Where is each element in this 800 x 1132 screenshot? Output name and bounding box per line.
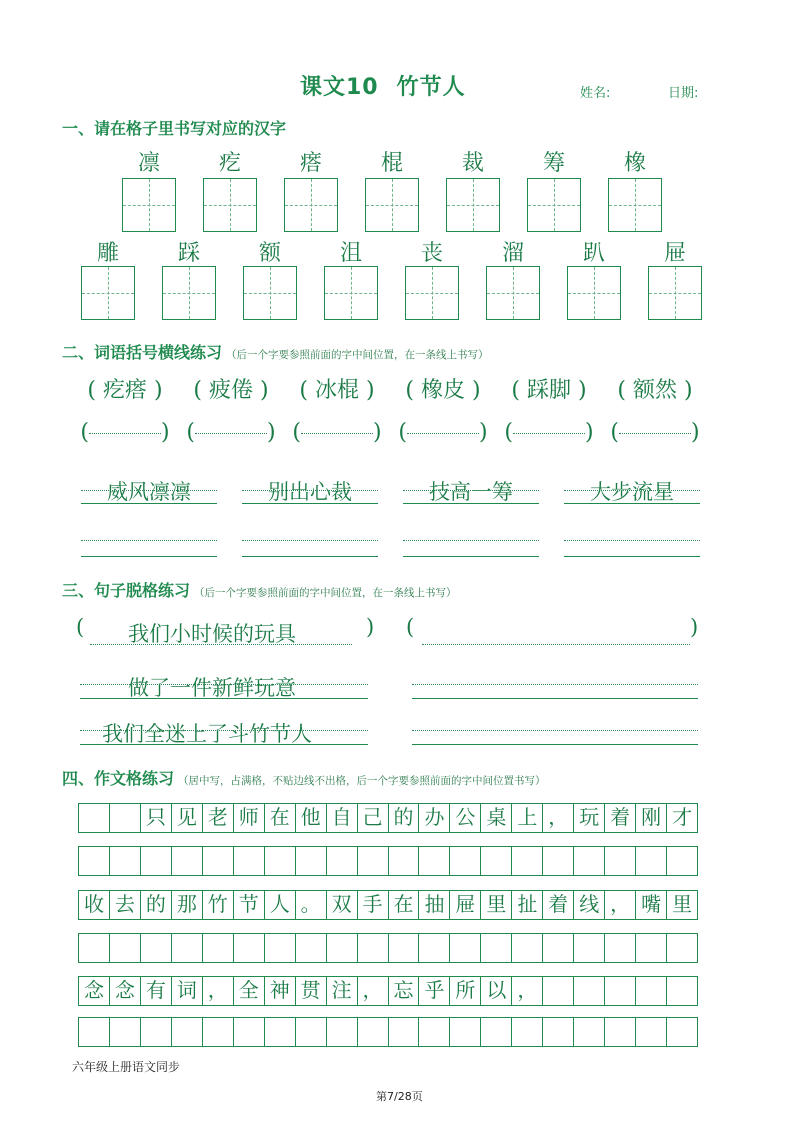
sentence-close-paren-2: ) bbox=[690, 615, 699, 639]
composition-cell[interactable]: ， bbox=[203, 977, 234, 1005]
idiom-guide-line bbox=[403, 503, 539, 504]
bracket-blank[interactable]: ( ) bbox=[504, 420, 594, 445]
composition-cell[interactable]: 公 bbox=[450, 804, 481, 832]
writing-grid-box[interactable] bbox=[365, 178, 419, 232]
section3-heading bbox=[62, 578, 457, 601]
pinyin-char: 趴 bbox=[582, 241, 605, 266]
writing-grid-box[interactable] bbox=[405, 266, 459, 320]
section2-heading bbox=[62, 340, 489, 363]
sentence-1: 我们小时候的玩具 bbox=[128, 622, 296, 646]
pinyin-char: 额 bbox=[258, 241, 281, 266]
writing-grid-box[interactable] bbox=[203, 178, 257, 232]
composition-cell[interactable]: 竹 bbox=[203, 891, 234, 919]
composition-cell[interactable]: 老 bbox=[203, 804, 234, 832]
composition-cell[interactable]: 念 bbox=[110, 977, 141, 1005]
bracket-word-text: 冰棍 bbox=[314, 378, 359, 403]
composition-cell[interactable] bbox=[327, 847, 358, 875]
composition-cell[interactable]: 刚 bbox=[636, 804, 667, 832]
pinyin-char: 雕 bbox=[96, 241, 119, 266]
composition-cell[interactable]: 去 bbox=[110, 891, 141, 919]
idiom-guide-line bbox=[242, 490, 378, 491]
composition-cell[interactable] bbox=[512, 1018, 543, 1046]
composition-cell[interactable]: 所 bbox=[450, 977, 481, 1005]
date-label: 日期: bbox=[668, 86, 699, 101]
composition-cell[interactable]: ， bbox=[512, 977, 543, 1005]
composition-cell[interactable] bbox=[667, 977, 697, 1005]
writing-grid-box[interactable] bbox=[243, 266, 297, 320]
composition-cell[interactable] bbox=[667, 934, 697, 962]
composition-cell[interactable]: 贯 bbox=[296, 977, 327, 1005]
composition-cell[interactable] bbox=[141, 934, 172, 962]
bracket-word-text: 踩脚 bbox=[526, 378, 571, 403]
bracket-word: ( 额然 ) bbox=[617, 378, 693, 403]
composition-cell[interactable] bbox=[358, 934, 389, 962]
composition-cell[interactable] bbox=[636, 977, 667, 1005]
composition-cell[interactable]: 收 bbox=[79, 891, 110, 919]
composition-cell[interactable] bbox=[574, 977, 605, 1005]
idiom-guide-line bbox=[81, 490, 217, 491]
composition-cell[interactable]: ， bbox=[358, 977, 389, 1005]
pinyin-char: 瘩 bbox=[299, 151, 322, 176]
composition-cell[interactable] bbox=[512, 847, 543, 875]
composition-cell[interactable]: 见 bbox=[172, 804, 203, 832]
composition-cell[interactable] bbox=[419, 847, 450, 875]
pinyin-char: 裁 bbox=[461, 151, 484, 176]
bracket-word-text: 橡皮 bbox=[420, 378, 465, 403]
sentence-blank-line bbox=[422, 644, 690, 645]
writing-grid-box[interactable] bbox=[122, 178, 176, 232]
writing-grid-box[interactable] bbox=[648, 266, 702, 320]
composition-cell[interactable]: 词 bbox=[172, 977, 203, 1005]
writing-grid-box[interactable] bbox=[284, 178, 338, 232]
composition-cell[interactable]: 有 bbox=[141, 977, 172, 1005]
composition-cell[interactable]: 那 bbox=[172, 891, 203, 919]
composition-cell[interactable]: 里 bbox=[672, 892, 693, 916]
composition-cell[interactable] bbox=[296, 934, 327, 962]
section3-note: （后一个字要参照前面的字中间位置，在一条线上书写） bbox=[194, 587, 457, 599]
composition-cell[interactable] bbox=[172, 934, 203, 962]
idiom-guide-line bbox=[81, 503, 217, 504]
pinyin-char: 沮 bbox=[339, 241, 362, 266]
idiom-practice-line[interactable] bbox=[403, 540, 539, 541]
composition-cell[interactable]: 忘 bbox=[389, 977, 420, 1005]
pinyin-char: 屉 bbox=[663, 241, 686, 266]
footer-course: 六年级上册语文同步 bbox=[72, 1060, 181, 1074]
bracket-word: ( 疲倦 ) bbox=[193, 378, 269, 403]
writing-grid-box[interactable] bbox=[486, 266, 540, 320]
composition-cell[interactable] bbox=[296, 1018, 327, 1046]
sentence-2-blank-line bbox=[412, 698, 698, 699]
composition-cell[interactable] bbox=[605, 977, 636, 1005]
section2-note: （后一个字要参照前面的字中间位置，在一条线上书写） bbox=[226, 349, 489, 361]
composition-cell[interactable] bbox=[110, 804, 141, 832]
bracket-blank[interactable]: ( ) bbox=[186, 420, 276, 445]
pinyin-char: 丧 bbox=[420, 241, 443, 266]
composition-cell[interactable] bbox=[265, 1018, 296, 1046]
pinyin-char: 疙 bbox=[218, 151, 241, 176]
composition-cell[interactable] bbox=[172, 1018, 203, 1046]
bracket-word-text: 额然 bbox=[632, 378, 677, 403]
composition-cell[interactable]: 他 bbox=[296, 804, 327, 832]
composition-cell[interactable]: 手 bbox=[358, 891, 389, 919]
composition-cell[interactable] bbox=[141, 847, 172, 875]
sentence-3-blank-guide bbox=[412, 730, 698, 731]
pinyin-char: 凛 bbox=[137, 151, 160, 176]
pinyin-char: 橡 bbox=[623, 151, 646, 176]
composition-cell[interactable] bbox=[605, 934, 636, 962]
idiom-practice-line[interactable] bbox=[81, 556, 217, 557]
bracket-row-words bbox=[72, 373, 708, 404]
section1-heading: 一、请在格子里书写对应的汉字 bbox=[62, 119, 287, 138]
idiom-guide-line bbox=[564, 490, 700, 491]
composition-cell[interactable] bbox=[574, 934, 605, 962]
writing-grid-box[interactable] bbox=[608, 178, 662, 232]
composition-cell[interactable] bbox=[543, 977, 574, 1005]
composition-cell[interactable]: 注 bbox=[327, 977, 358, 1005]
section2-title: 二、词语括号横线练习 bbox=[62, 343, 223, 362]
sentence-3-blank-line bbox=[412, 744, 698, 745]
section3-title: 三、句子脱格练习 bbox=[62, 581, 191, 600]
writing-grid-box[interactable] bbox=[527, 178, 581, 232]
bracket-word: ( 疙瘩 ) bbox=[87, 378, 163, 403]
composition-row bbox=[78, 803, 698, 833]
composition-cell[interactable] bbox=[481, 934, 512, 962]
composition-cell[interactable] bbox=[389, 934, 420, 962]
idiom-text: 威风凛凛 bbox=[107, 480, 191, 504]
composition-cell[interactable]: 扯 bbox=[512, 891, 543, 919]
composition-cell[interactable] bbox=[481, 847, 512, 875]
composition-cell[interactable] bbox=[605, 847, 636, 875]
composition-cell[interactable]: 嘴 bbox=[636, 891, 667, 919]
composition-cell[interactable]: 办 bbox=[419, 804, 450, 832]
bracket-word: ( 踩脚 ) bbox=[511, 378, 587, 403]
composition-cell[interactable] bbox=[543, 847, 574, 875]
composition-cell[interactable] bbox=[667, 847, 697, 875]
composition-row bbox=[78, 890, 698, 920]
composition-cell[interactable]: 在 bbox=[389, 891, 420, 919]
writing-grid-box[interactable] bbox=[162, 266, 216, 320]
writing-grid-box[interactable] bbox=[324, 266, 378, 320]
composition-cell[interactable]: 师 bbox=[234, 804, 265, 832]
sentence-3-guide bbox=[80, 730, 368, 731]
composition-cell[interactable] bbox=[234, 1018, 265, 1046]
composition-cell[interactable] bbox=[203, 934, 234, 962]
composition-cell[interactable]: 在 bbox=[265, 804, 296, 832]
idiom-practice-line[interactable] bbox=[81, 540, 217, 541]
composition-cell[interactable] bbox=[543, 934, 574, 962]
composition-cell[interactable]: 线 bbox=[574, 891, 605, 919]
composition-cell[interactable] bbox=[636, 847, 667, 875]
idiom-practice-line[interactable] bbox=[564, 556, 700, 557]
composition-cell[interactable] bbox=[419, 934, 450, 962]
pinyin-char: 踩 bbox=[177, 241, 200, 266]
composition-cell[interactable] bbox=[636, 1018, 667, 1046]
bracket-blank[interactable]: ( ) bbox=[292, 420, 382, 445]
composition-cell[interactable] bbox=[110, 847, 141, 875]
sentence-1-line bbox=[90, 644, 352, 645]
composition-cell[interactable] bbox=[203, 847, 234, 875]
idiom-guide-line bbox=[564, 503, 700, 504]
section4-heading bbox=[62, 766, 546, 789]
composition-cell[interactable] bbox=[481, 1018, 512, 1046]
composition-cell[interactable] bbox=[389, 847, 420, 875]
composition-cell[interactable]: 只 bbox=[141, 804, 172, 832]
idiom-text: 大步流星 bbox=[590, 480, 674, 504]
bracket-blank[interactable]: ( ) bbox=[610, 420, 700, 445]
composition-cell[interactable] bbox=[450, 934, 481, 962]
composition-row bbox=[78, 846, 698, 876]
writing-grid-box[interactable] bbox=[446, 178, 500, 232]
writing-grid-box[interactable] bbox=[567, 266, 621, 320]
sentence-3: 我们全迷上了斗竹节人 bbox=[102, 722, 312, 746]
composition-cell[interactable]: 念 bbox=[79, 977, 110, 1005]
composition-cell[interactable]: 神 bbox=[265, 977, 296, 1005]
composition-cell[interactable]: ， bbox=[543, 804, 574, 832]
composition-cell[interactable] bbox=[172, 847, 203, 875]
composition-cell[interactable]: 人 bbox=[265, 891, 296, 919]
idiom-guide-line bbox=[403, 490, 539, 491]
bracket-blank[interactable]: ( ) bbox=[80, 420, 170, 445]
writing-grid-box[interactable] bbox=[81, 266, 135, 320]
composition-cell[interactable]: 节 bbox=[234, 891, 265, 919]
sentence-2-blank-guide bbox=[412, 684, 698, 685]
pinyin-char: 筹 bbox=[542, 151, 565, 176]
composition-cell[interactable] bbox=[358, 847, 389, 875]
sentence-3-line bbox=[80, 744, 368, 745]
composition-cell[interactable]: 双 bbox=[327, 891, 358, 919]
composition-cell[interactable]: 屉 bbox=[450, 891, 481, 919]
composition-cell[interactable] bbox=[512, 934, 543, 962]
sentence-open-paren: ( bbox=[76, 615, 85, 639]
pinyin-char: 溜 bbox=[501, 241, 524, 266]
composition-cell[interactable]: 乎 bbox=[419, 977, 450, 1005]
title-name: 竹节人 bbox=[396, 75, 466, 100]
composition-cell[interactable] bbox=[450, 847, 481, 875]
composition-cell[interactable] bbox=[79, 804, 110, 832]
title-lesson: 课文10 bbox=[300, 75, 379, 100]
composition-cell[interactable]: 着 bbox=[543, 891, 574, 919]
composition-row bbox=[78, 976, 698, 1006]
composition-cell[interactable] bbox=[234, 934, 265, 962]
composition-cell[interactable] bbox=[110, 1018, 141, 1046]
composition-row bbox=[78, 1017, 698, 1047]
composition-cell[interactable]: 里 bbox=[481, 891, 512, 919]
bracket-row-blank bbox=[72, 420, 708, 445]
bracket-blank[interactable]: ( ) bbox=[398, 420, 488, 445]
composition-cell[interactable] bbox=[574, 847, 605, 875]
composition-cell[interactable] bbox=[79, 1018, 110, 1046]
pinyin-char: 棍 bbox=[380, 151, 403, 176]
composition-cell[interactable] bbox=[79, 934, 110, 962]
idiom-practice-line[interactable] bbox=[564, 540, 700, 541]
composition-cell[interactable]: 自 bbox=[327, 804, 358, 832]
composition-cell[interactable] bbox=[327, 934, 358, 962]
sentence-2-line bbox=[80, 698, 368, 699]
sentence-2: 做了一件新鲜玩意 bbox=[128, 676, 296, 700]
composition-cell[interactable]: 上 bbox=[512, 804, 543, 832]
composition-cell[interactable] bbox=[450, 1018, 481, 1046]
composition-cell[interactable] bbox=[296, 847, 327, 875]
composition-cell[interactable]: 。 bbox=[296, 891, 327, 919]
page-title bbox=[300, 70, 466, 101]
composition-cell[interactable] bbox=[605, 1018, 636, 1046]
composition-cell[interactable] bbox=[543, 1018, 574, 1046]
composition-cell[interactable]: 着 bbox=[605, 804, 636, 832]
idiom-practice-line[interactable] bbox=[242, 540, 378, 541]
composition-cell[interactable] bbox=[574, 1018, 605, 1046]
bracket-word-text: 疲倦 bbox=[208, 378, 253, 403]
section4-title: 四、作文格练习 bbox=[62, 769, 175, 788]
composition-cell[interactable]: 桌 bbox=[481, 804, 512, 832]
idiom-guide-line bbox=[242, 503, 378, 504]
composition-cell[interactable]: 以 bbox=[481, 977, 512, 1005]
composition-cell[interactable]: 的 bbox=[389, 804, 420, 832]
composition-cell[interactable] bbox=[79, 847, 110, 875]
composition-cell[interactable] bbox=[419, 1018, 450, 1046]
composition-cell[interactable] bbox=[667, 1018, 697, 1046]
composition-cell[interactable]: 玩 bbox=[574, 804, 605, 832]
sentence-close-paren: ) bbox=[366, 615, 375, 639]
sentence-2-guide bbox=[80, 684, 368, 685]
composition-cell[interactable]: 的 bbox=[141, 891, 172, 919]
composition-cell[interactable]: 己 bbox=[358, 804, 389, 832]
composition-cell[interactable] bbox=[141, 1018, 172, 1046]
bracket-word: ( 橡皮 ) bbox=[405, 378, 481, 403]
bracket-word-text: 疙瘩 bbox=[102, 378, 147, 403]
composition-row bbox=[78, 933, 698, 963]
composition-cell[interactable] bbox=[265, 934, 296, 962]
composition-cell[interactable]: ， bbox=[605, 891, 636, 919]
section4-note: （居中写，占满格，不贴边线不出格，后一个字要参照前面的字中间位置书写） bbox=[178, 775, 546, 787]
composition-cell[interactable] bbox=[389, 1018, 420, 1046]
composition-cell[interactable] bbox=[327, 1018, 358, 1046]
composition-cell[interactable] bbox=[265, 847, 296, 875]
composition-cell[interactable] bbox=[636, 934, 667, 962]
composition-cell[interactable]: 抽 bbox=[419, 891, 450, 919]
composition-cell[interactable]: 才 bbox=[672, 805, 693, 829]
idiom-practice-line[interactable] bbox=[242, 556, 378, 557]
composition-cell[interactable] bbox=[203, 1018, 234, 1046]
composition-cell[interactable] bbox=[110, 934, 141, 962]
page-number: 第7/28页 bbox=[376, 1090, 423, 1103]
composition-cell[interactable] bbox=[234, 847, 265, 875]
composition-cell[interactable]: 全 bbox=[234, 977, 265, 1005]
idiom-practice-line[interactable] bbox=[403, 556, 539, 557]
sentence-open-paren-2: ( bbox=[406, 615, 415, 639]
bracket-word: ( 冰棍 ) bbox=[299, 378, 375, 403]
idiom-text: 技高一筹 bbox=[429, 480, 513, 504]
idiom-text: 别出心裁 bbox=[268, 480, 352, 504]
name-label: 姓名: bbox=[580, 86, 611, 101]
composition-cell[interactable] bbox=[358, 1018, 389, 1046]
